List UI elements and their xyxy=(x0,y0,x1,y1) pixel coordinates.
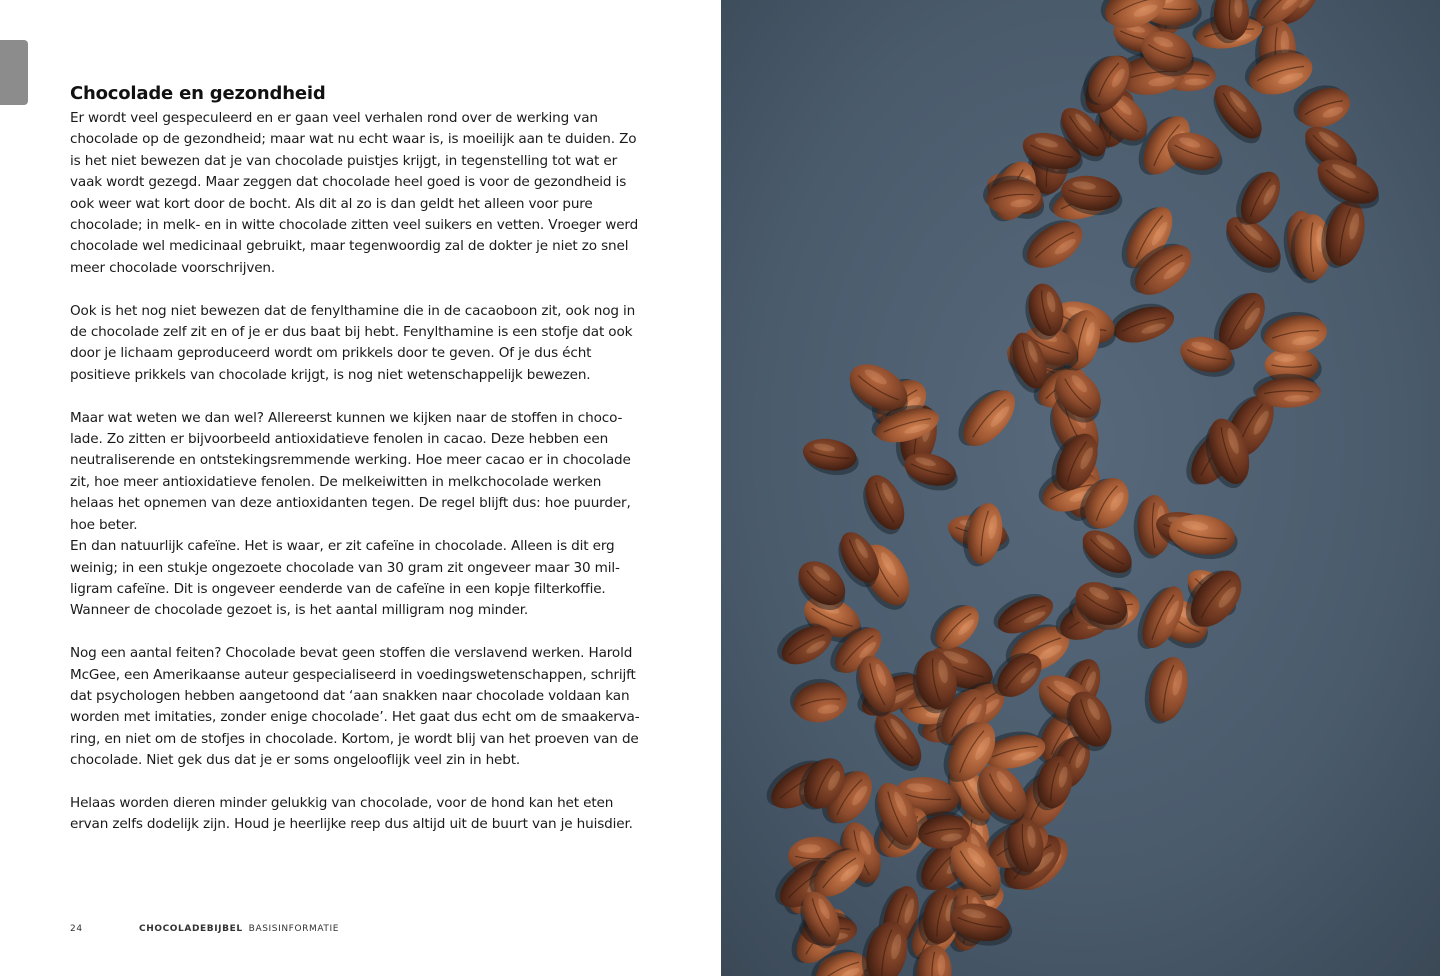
paragraph-3: Maar wat weten we dan wel? Allereerst kunnen we kijken naar de stoffen in choco-lade. Zo zitten er bijvoorbeeld antioxidatieve fenolen in cacao. Deze hebben een neutraliserende en ontstekingsremmende werking. Hoe meer cacao er in chocolade zit, hoe meer antioxidatieve fenolen. De melkeiwitten in melkchocolade werken helaas het opnemen van deze antioxidanten tegen. De regel blijft dus: hoe puurder, hoe beter. xyxy=(70,409,631,533)
chapter-tab-marker xyxy=(0,40,28,105)
photo-canvas xyxy=(721,0,1440,976)
paragraph-6: Helaas worden dieren minder gelukkig van chocolade, voor de hond kan het eten ervan zelfs dodelijk zijn. Houd je heerlijke reep dus altijd uit de buurt van je huisdier. xyxy=(70,794,633,833)
cacao-beans-photo xyxy=(721,0,1440,976)
paragraph-1: Er wordt veel gespeculeerd en er gaan veel verhalen rond over de werking van chocolade op de gezondheid; maar wat nu echt waar is, is moeilijk aan te duiden. Zo is het niet bewezen dat je van chocolade puistjes krijgt, in tegenstelling tot wat er vaak wordt gezegd. Maar zeggen dat chocolade heel goed is voor de gezondheid is ook weer wat kort door de bocht. Als dit al zo is dan geldt het alleen voor pure chocolade; in melk- en in witte chocolade zitten veel suikers en vetten. Vroeger werd chocolade wel medicinaal gebruikt, maar tegenwoordig zal de dokter je niet zo snel meer chocolade voorschrijven. xyxy=(70,110,639,276)
paragraph-5: Nog een aantal feiten? Chocolade bevat geen stoffen die verslavend werken. Harold McGee, een Amerikaanse auteur gespecialiseerd in voedingswetenschappen, schrijft dat psychologen hebben aangetoond dat ‘aan snakken naar chocolade voldaan kan worden met imitaties, zonder enige chocolade’. Het gaat dus echt om de smaakerva-ring, en niet om de stofjes in chocolade. Kortom, je wordt blij van het proeven van de chocolade. Niet gek dus dat je er soms ongelooflijk veel zin in hebt. xyxy=(70,645,640,769)
book-title: CHOCOLADEBIJBEL xyxy=(139,924,243,934)
section-name: BASISINFORMATIE xyxy=(248,924,340,934)
page-footer xyxy=(70,924,339,934)
paragraph-2: Ook is het nog niet bewezen dat de fenylthamine die in de cacaoboon zit, ook nog in de chocolade zelf zit en of je er dus baat bij hebt. Fenylthamine is een stofje dat ook door je lichaam geproduceerd wordt om prikkels door te geven. Of je dus écht positieve prikkels van chocolade krijgt, is nog niet wetenschappelijk bewezen. xyxy=(70,302,636,383)
paragraph-4: En dan natuurlijk cafeïne. Het is waar, er zit cafeïne in chocolade. Alleen is dit erg weinig; in een stukje ongezoete chocolade van 30 gram zit ongeveer maar 30 mil-ligram cafeïne. Dit is ongeveer eenderde van de cafeïne in een kopje filterkoffie. Wanneer de chocolade gezoet is, is het aantal milligram nog minder. xyxy=(70,538,620,619)
article-heading: Chocolade en gezondheid xyxy=(70,83,326,104)
page-number: 24 xyxy=(70,924,83,934)
article-body xyxy=(70,82,645,836)
